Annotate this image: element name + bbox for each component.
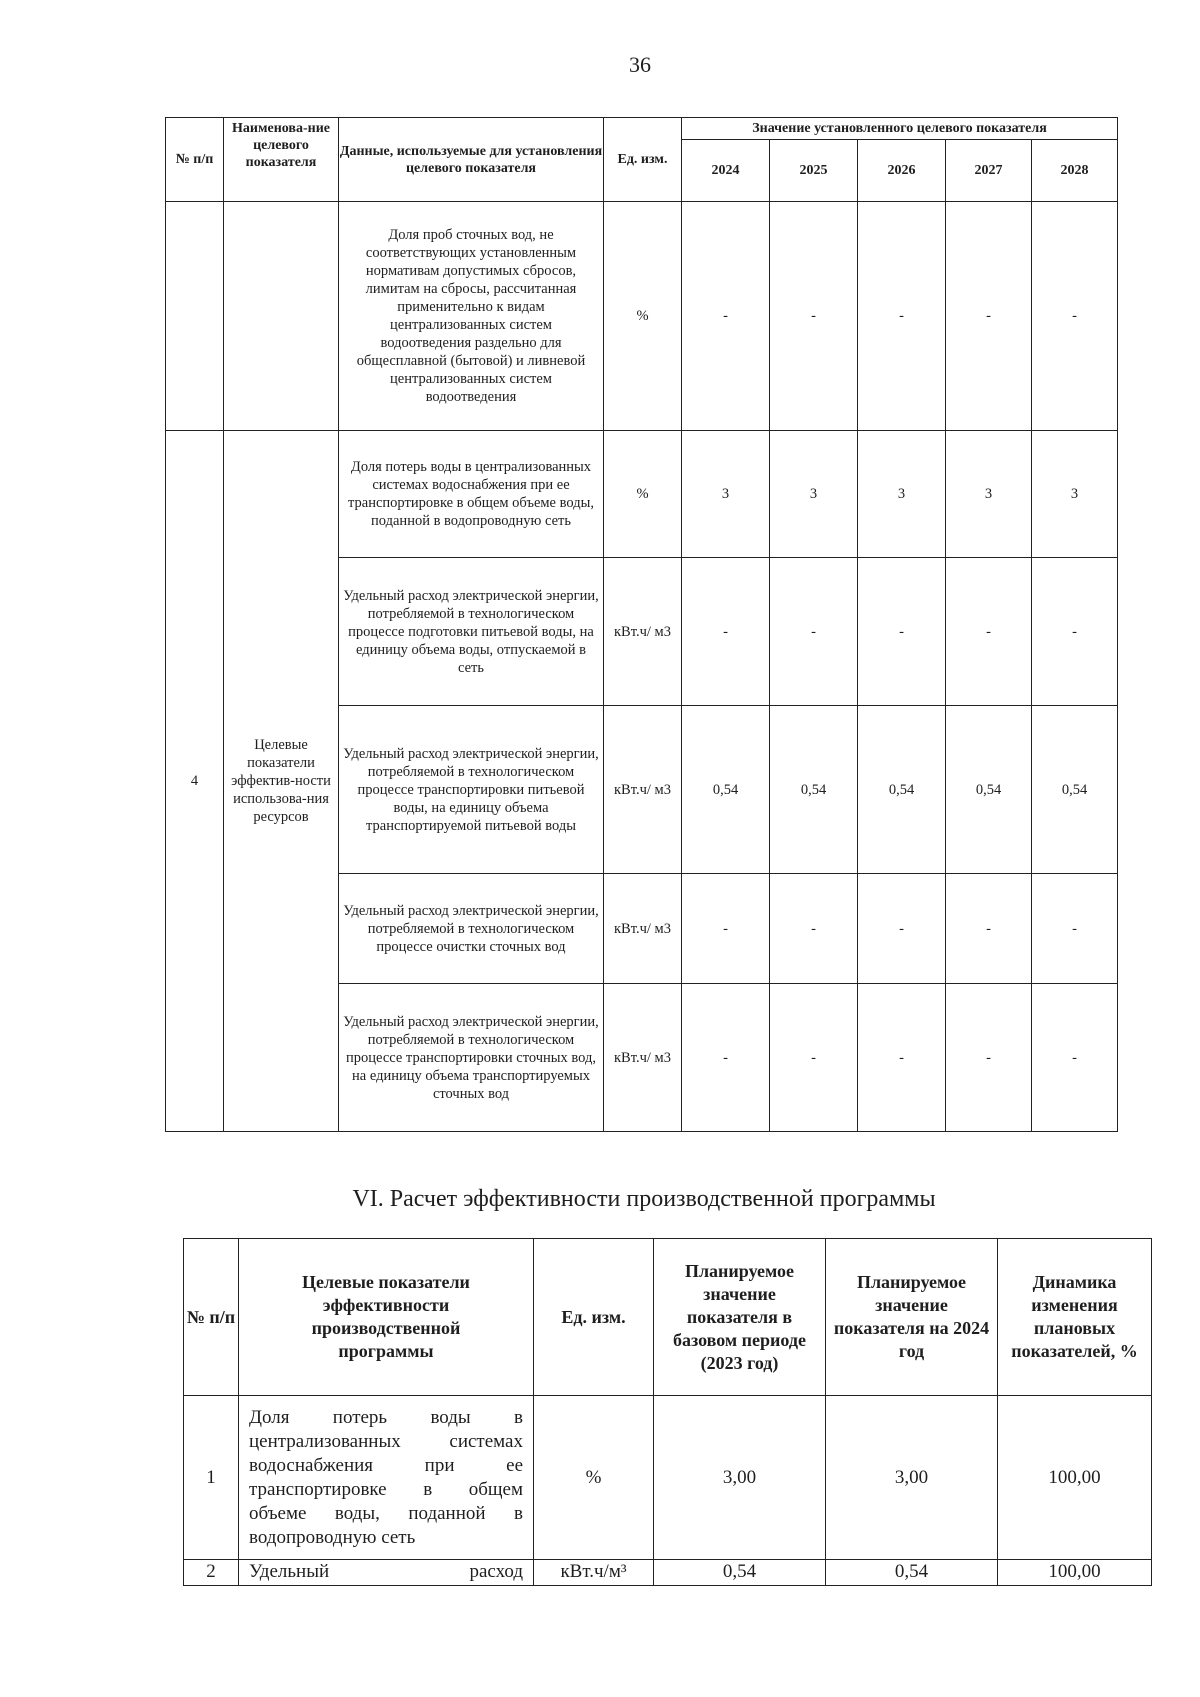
plan-value: 3,00	[826, 1396, 998, 1560]
value-cell: 0,54	[770, 706, 858, 874]
header-data: Данные, используемые для установления целевого показателя	[339, 118, 604, 202]
base-value: 0,54	[654, 1560, 826, 1586]
value-cell: -	[858, 874, 946, 984]
header-unit: Ед. изм.	[604, 118, 682, 202]
table-row	[166, 202, 1118, 431]
indicator-unit: кВт.ч/ м3	[604, 874, 682, 984]
value-cell: -	[770, 984, 858, 1132]
value-cell: -	[1032, 874, 1118, 984]
indicator-data: Удельный расход электрической энергии, потребляемой в технологическом процессе очистки сточных вод	[339, 874, 604, 984]
value-cell: -	[946, 558, 1032, 706]
indicator-data: Доля проб сточных вод, не соответствующих установленным нормативам допустимых сбросов, лимитам на сбросы, рассчитанная применительно к видам централизованных систем водоотведения раздельно для общесплавной (бытовой) и ливневой централизованных систем водоотведения	[339, 202, 604, 431]
value-cell: -	[946, 984, 1032, 1132]
value-cell: -	[946, 874, 1032, 984]
value-cell: -	[858, 202, 946, 431]
value-cell: -	[682, 202, 770, 431]
table-row	[184, 1560, 1152, 1586]
indicator-unit: %	[604, 202, 682, 431]
indicator-unit: кВт.ч/ м3	[604, 984, 682, 1132]
indicator-text: Доля потерь воды в централизованных системах водоснабжения при ее транспортировке в общем объеме воды, поданной в водопроводную сеть	[239, 1396, 534, 1560]
dynamics-value: 100,00	[998, 1396, 1152, 1560]
row-num: 2	[184, 1560, 239, 1586]
header-base: Планируемое значение показателя в базовом периоде (2023 год)	[654, 1239, 826, 1396]
value-cell: 3	[946, 431, 1032, 558]
value-cell: -	[682, 874, 770, 984]
value-cell: -	[770, 874, 858, 984]
target-indicators-table	[165, 117, 1118, 1132]
value-cell: -	[682, 558, 770, 706]
value-cell: 0,54	[682, 706, 770, 874]
value-cell: 0,54	[858, 706, 946, 874]
header-num: № п/п	[184, 1239, 239, 1396]
header-name: Наименова-ние целевого показателя	[224, 118, 339, 202]
cell-empty	[166, 202, 224, 431]
header-year: 2027	[946, 140, 1032, 202]
indicator-data: Удельный расход электрической энергии, потребляемой в технологическом процессе транспортировки питьевой воды, на единицу объема транспортируемой питьевой воды	[339, 706, 604, 874]
group-num: 4	[166, 431, 224, 1132]
value-cell: 3	[770, 431, 858, 558]
value-cell: 0,54	[946, 706, 1032, 874]
header-target: Значение установленного целевого показателя	[682, 118, 1118, 140]
value-cell: 3	[1032, 431, 1118, 558]
value-cell: -	[1032, 984, 1118, 1132]
value-cell: 3	[858, 431, 946, 558]
unit-cell: кВт.ч/м³	[534, 1560, 654, 1586]
base-value: 3,00	[654, 1396, 826, 1560]
indicator-data: Удельный расход электрической энергии, потребляемой в технологическом процессе подготовки питьевой воды, на единицу объема воды, отпускаемой в сеть	[339, 558, 604, 706]
header-year: 2024	[682, 140, 770, 202]
header-num: № п/п	[166, 118, 224, 202]
table-row	[166, 431, 1118, 558]
indicator-unit: %	[604, 431, 682, 558]
indicator-data: Доля потерь воды в централизованных системах водоснабжения при ее транспортировке в общем объеме воды, поданной в водопроводную сеть	[339, 431, 604, 558]
efficiency-table	[183, 1238, 1152, 1586]
header-plan: Планируемое значение показателя на 2024 год	[826, 1239, 998, 1396]
row-num: 1	[184, 1396, 239, 1560]
group-name: Целевые показатели эффектив-ности использова-ния ресурсов	[224, 431, 339, 1132]
indicator-text: Удельный расход	[239, 1560, 534, 1586]
indicator-unit: кВт.ч/ м3	[604, 558, 682, 706]
plan-value: 0,54	[826, 1560, 998, 1586]
header-unit: Ед. изм.	[534, 1239, 654, 1396]
cell-empty	[224, 202, 339, 431]
page-number: 36	[629, 52, 651, 77]
value-cell: -	[946, 202, 1032, 431]
header-year: 2028	[1032, 140, 1118, 202]
unit-cell: %	[534, 1396, 654, 1560]
value-cell: -	[858, 558, 946, 706]
dynamics-value: 100,00	[998, 1560, 1152, 1586]
value-cell: 3	[682, 431, 770, 558]
value-cell: -	[1032, 558, 1118, 706]
indicator-data: Удельный расход электрической энергии, потребляемой в технологическом процессе транспортировки сточных вод, на единицу объема транспортируемых сточных вод	[339, 984, 604, 1132]
indicator-unit: кВт.ч/ м3	[604, 706, 682, 874]
section-title: VI. Расчет эффективности производственной программы	[352, 1186, 936, 1212]
header-year: 2026	[858, 140, 946, 202]
value-cell: -	[682, 984, 770, 1132]
header-dynamics: Динамика изменения плановых показателей, %	[998, 1239, 1152, 1396]
value-cell: -	[770, 558, 858, 706]
header-indicator: Целевые показатели эффективности производственной программы	[239, 1239, 534, 1396]
value-cell: 0,54	[1032, 706, 1118, 874]
value-cell: -	[1032, 202, 1118, 431]
value-cell: -	[858, 984, 946, 1132]
value-cell: -	[770, 202, 858, 431]
header-year: 2025	[770, 140, 858, 202]
table-row	[184, 1396, 1152, 1560]
